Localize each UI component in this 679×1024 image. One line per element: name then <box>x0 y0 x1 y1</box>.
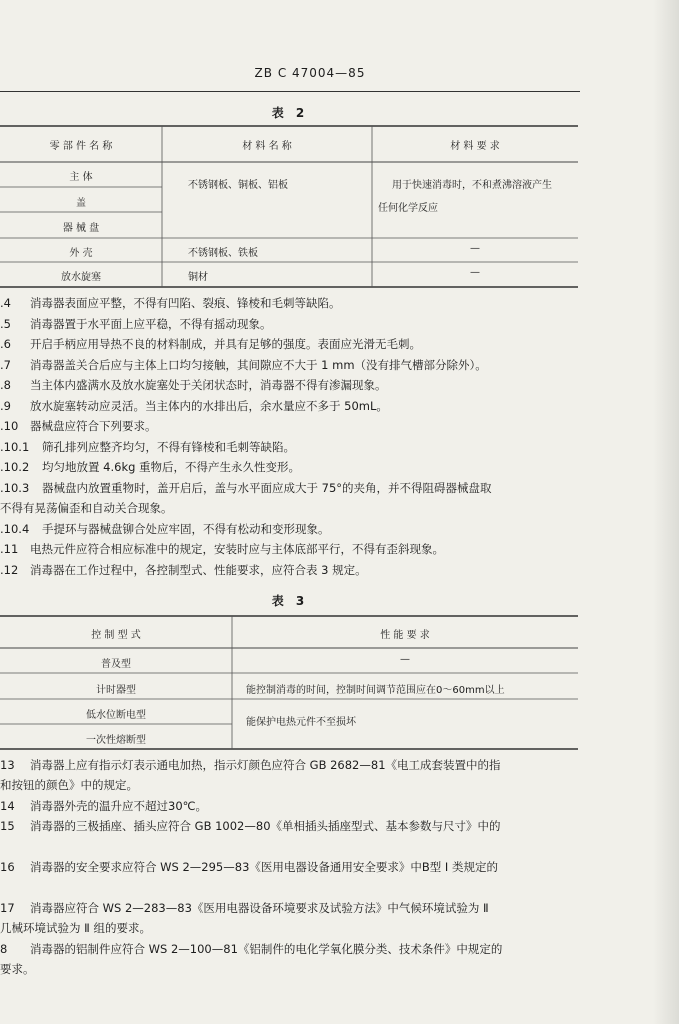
clause: 14 消毒器外壳的温升应不超过30℃。 <box>0 799 208 813</box>
table2-caption: 表 2 <box>271 106 309 120</box>
clause-continuation: 和按钮的颜色》中的规定。 <box>0 778 138 792</box>
table2-row-material: 不锈钢板、铁板 <box>188 248 258 259</box>
table3-row-type: 计时器型 <box>96 685 136 696</box>
clause-continuation: 要求。 <box>0 962 35 976</box>
table2-header-material: 材 料 名 称 <box>242 141 292 152</box>
clause: .10.3 器械盘内放置重物时，盖开启后，盖与水平面应成大于 75°的夹角，并不得阻碍器械盘取 <box>0 481 492 495</box>
table3-row-type: 一次性熔断型 <box>86 735 146 746</box>
clause: .12 消毒器在工作过程中，各控制型式、性能要求，应符合表 3 规定。 <box>0 563 367 577</box>
table2-row-requirement: 用于快速消毒时，不和煮沸溶液产生 <box>392 180 552 191</box>
table2-row-part: 器 械 盘 <box>62 223 100 234</box>
table2-row-part: 主 体 <box>69 172 93 183</box>
clause: .9 放水旋塞转动应灵活。当主体内的水排出后，余水量应不多于 50mL。 <box>0 399 388 413</box>
clause: .4 消毒器表面应平整，不得有凹陷、裂痕、锋棱和毛刺等缺陷。 <box>0 296 341 310</box>
clause: 17 消毒器应符合 WS 2—283—83《医用电器设备环境要求及试验方法》中气候环境试验为 Ⅱ <box>0 901 489 915</box>
clause: .5 消毒器置于水平面上应平稳，不得有摇动现象。 <box>0 317 272 331</box>
clause: 13 消毒器上应有指示灯表示通电加热，指示灯颜色应符合 GB 2682—81《电工成套装置中的指 <box>0 758 501 772</box>
table3-caption: 表 3 <box>271 594 309 608</box>
table3-row-type: 低水位断电型 <box>86 710 146 721</box>
clause: .7 消毒器盖关合后应与主体上口均匀接触，其间隙应不大于 1 mm（没有排气槽部分除外）。 <box>0 358 487 372</box>
table2-row-requirement: — <box>470 267 480 278</box>
clause: 8 消毒器的铝制件应符合 WS 2—100—81《铝制件的电化学氧化膜分类、技术条件》中规定的 <box>0 942 503 956</box>
table2-row-part: 外 壳 <box>69 248 93 259</box>
table3-row-requirement: — <box>400 654 410 665</box>
table2-row-part: 放水旋塞 <box>61 272 101 283</box>
clause-continuation: 几械环境试验为 Ⅱ 组的要求。 <box>0 921 151 935</box>
clause: 16 消毒器的安全要求应符合 WS 2—295—83《医用电器设备通用安全要求》中B型 I 类规定的 <box>0 860 498 874</box>
clause: .8 当主体内盛满水及放水旋塞处于关闭状态时，消毒器不得有渗漏现象。 <box>0 378 387 392</box>
table2-row-material: 不锈钢板、铜板、铝板 <box>188 180 288 191</box>
table2-header-requirement: 材 料 要 求 <box>450 141 500 152</box>
table2-row-part: 盖 <box>76 198 86 209</box>
table2-row-material: 铜材 <box>188 272 208 283</box>
table2-row-requirement: 任何化学反应 <box>378 203 438 214</box>
clause: 15 消毒器的三极插座、插头应符合 GB 1002—80《单相插头插座型式、基本参数与尺寸》中的 <box>0 819 501 833</box>
clause: .10 器械盘应符合下列要求。 <box>0 419 157 433</box>
clause: .10.1 筛孔排列应整齐均匀，不得有锋棱和毛刺等缺陷。 <box>0 440 295 454</box>
clause: .6 开启手柄应用导热不良的材料制成，并具有足够的强度。表面应光滑无毛刺。 <box>0 337 421 351</box>
clause: .10.2 均匀地放置 4.6kg 重物后，不得产生永久性变形。 <box>0 460 301 474</box>
table2-header-part: 零 部 件 名 称 <box>49 141 113 152</box>
table3-row-requirement: 能控制消毒的时间，控制时间调节范围应在0～60mm以上 <box>246 685 505 696</box>
clause-continuation: 不得有晃荡偏歪和自动关合现象。 <box>0 501 173 515</box>
standard-number: ZB C 47004—85 <box>254 66 366 80</box>
clause: .10.4 手提环与器械盘铆合处应牢固，不得有松动和变形现象。 <box>0 522 330 536</box>
table3-row-requirement: 能保护电热元件不至损坏 <box>246 717 356 728</box>
table3-row-type: 普及型 <box>101 659 131 670</box>
table2-row-requirement: — <box>470 243 480 254</box>
table3-header-type: 控 制 型 式 <box>91 630 141 641</box>
table3-header-requirement: 性 能 要 求 <box>380 630 430 641</box>
clause: .11 电热元件应符合相应标准中的规定，安装时应与主体底部平行，不得有歪斜现象。 <box>0 542 444 556</box>
